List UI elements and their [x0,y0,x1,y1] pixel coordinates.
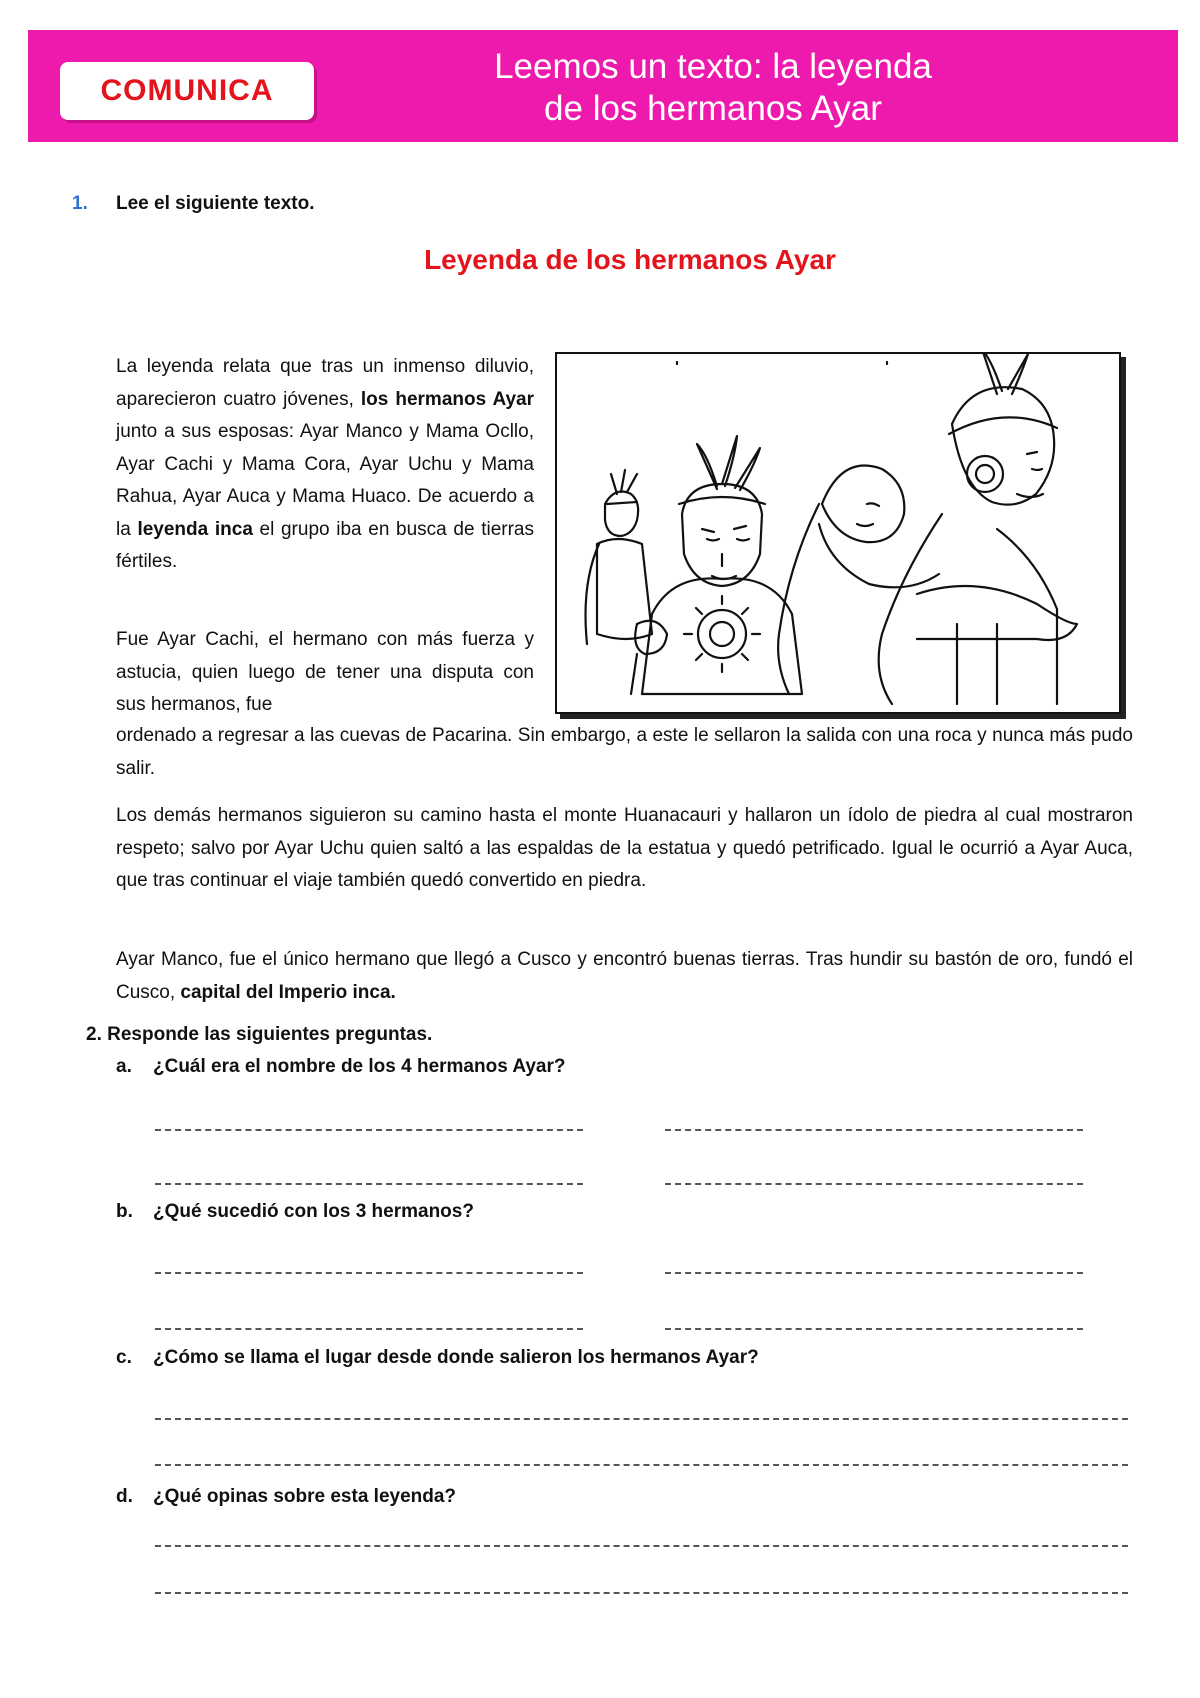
answer-line[interactable] [665,1272,1083,1274]
question-d-text: ¿Qué opinas sobre esta leyenda? [153,1486,457,1507]
story-title: Leyenda de los hermanos Ayar [424,244,836,275]
story-paragraph-1-text-b: junto a sus esposas: Ayar Manco y Mama Ocllo, Ayar Cachi y Mama Cora, Ayar Uchu y Mama Rahua, Ayar Auca y Mama Huaco. De acuerdo a la [116,421,534,540]
header-banner [28,30,1178,142]
question-b-letter: b. [116,1201,133,1222]
worksheet-title-line1: Leemos un texto: la leyenda [494,47,932,86]
story-paragraph-2-top: Fue Ayar Cachi, el hermano con más fuerza y astucia, quien luego de tener una disputa con sus hermanos, fue [116,629,534,715]
subject-badge [60,62,314,120]
story-paragraph-1-text-c: el grupo iba en busca de tierras fértiles. [116,518,534,572]
story-paragraph-3: Los demás hermanos siguieron su camino hasta el monte Huanacauri y hallaron un ídolo de piedra al cual mostraron respeto; salvo por Ayar Uchu quien saltó a las espaldas de la estatua y quedó petrificado. Igual le ocurrió a Ayar Auca, que tras continuar el viaje también quedó convertido en piedra. [116,805,1133,891]
answer-line[interactable] [665,1328,1083,1330]
answer-line[interactable] [155,1183,583,1185]
story-paragraph-2-bottom: ordenado a regresar a las cuevas de Pacarina. Sin embargo, a este le sellaron la salida con una roca y nunca más pudo salir. [116,725,1133,779]
question-c-text: ¿Cómo se llama el lugar desde donde salieron los hermanos Ayar? [153,1347,759,1368]
story-paragraph-4-bold: capital del Imperio inca. [180,981,396,1003]
worksheet-title-line2: de los hermanos Ayar [544,89,882,128]
story-paragraph-1-text-a: La leyenda relata que tras un inmenso diluvio, aparecieron cuatro jóvenes, [116,356,534,410]
question-d-letter: d. [116,1486,133,1507]
section2-heading: 2. Responde las siguientes preguntas. [86,1024,433,1045]
answer-line[interactable] [665,1129,1083,1131]
question-a-letter: a. [116,1056,132,1077]
story-paragraph-1-bold-1: los hermanos Ayar [360,388,534,410]
answer-line[interactable] [155,1328,583,1330]
answer-line[interactable] [155,1464,1128,1466]
answer-line[interactable] [155,1272,583,1274]
answer-line[interactable] [155,1129,583,1131]
answer-line[interactable] [155,1418,1128,1420]
section1-number: 1. [72,193,88,214]
section1-instruction: Lee el siguiente texto. [116,193,315,214]
story-paragraph-4 [116,944,1133,1009]
subject-badge-label: COMUNICA [100,74,274,107]
question-b-text: ¿Qué sucedió con los 3 hermanos? [153,1201,474,1222]
answer-line[interactable] [665,1183,1083,1185]
question-c-letter: c. [116,1347,132,1368]
ayar-brothers-illustration [555,352,1121,714]
story-paragraph-1-bold-2: leyenda inca [137,518,253,540]
story-paragraph-1 [116,351,534,579]
worksheet-title [368,46,1058,130]
story-paragraph-4-text: Ayar Manco, fue el único hermano que llegó a Cusco y encontró buenas tierras. Tras hundir su bastón de oro, fundó el Cusco, [116,949,1133,1003]
ayar-brothers-drawing [557,354,1119,712]
question-a-text: ¿Cuál era el nombre de los 4 hermanos Ayar? [153,1056,566,1077]
answer-line[interactable] [155,1545,1128,1547]
answer-line[interactable] [155,1592,1128,1594]
